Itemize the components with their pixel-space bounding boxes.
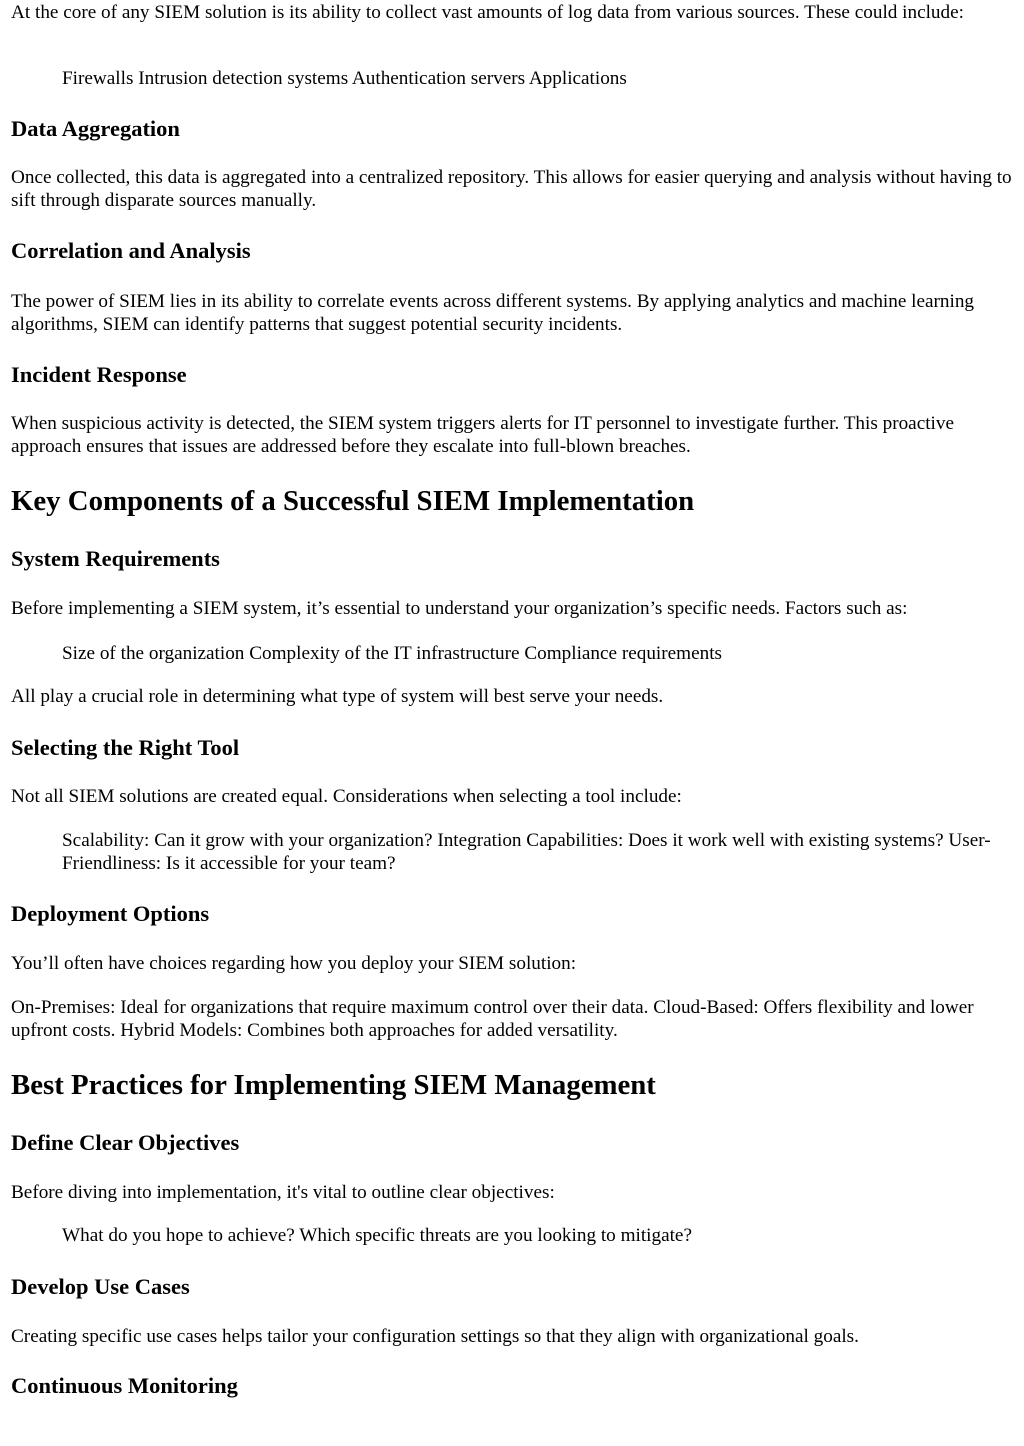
selecting-tool-paragraph: Not all SIEM solutions are created equal. Considerations when selecting a tool include:: [11, 786, 682, 807]
objectives-paragraph: Before diving into implementation, it's vital to outline clear objectives:: [11, 1182, 555, 1203]
deployment-options-paragraph: On-Premises: Ideal for organizations that require maximum control over their data. Cloud-Based: Offers flexibility and lower upfront costs. Hybrid Models: Combines both approaches for added versatility.: [11, 997, 974, 1041]
objectives-heading: Define Clear Objectives: [11, 1130, 240, 1155]
selecting-tool-heading: Selecting the Right Tool: [11, 735, 240, 760]
system-requirements-paragraph: Before implementing a SIEM system, it’s essential to understand your organization’s specific needs. Factors such as:: [11, 598, 908, 619]
use-cases-heading: Develop Use Cases: [11, 1274, 190, 1299]
factors-list: Size of the organization Complexity of the IT infrastructure Compliance requirements: [62, 643, 723, 664]
data-aggregation-paragraph: Once collected, this data is aggregated into a centralized repository. This allows for easier querying and analysis without having to sift through disparate sources manually.: [11, 167, 1012, 211]
best-practices-heading: Best Practices for Implementing SIEM Management: [11, 1069, 656, 1101]
data-aggregation-heading: Data Aggregation: [11, 116, 180, 141]
continuous-monitoring-heading: Continuous Monitoring: [11, 1373, 238, 1398]
intro-paragraph: At the core of any SIEM solution is its ability to collect vast amounts of log data from various sources. These could include:: [11, 2, 964, 23]
incident-response-paragraph: When suspicious activity is detected, the SIEM system triggers alerts for IT personnel to investigate further. This proactive approach ensures that issues are addressed before they escalate into full-blown breaches.: [11, 413, 954, 457]
system-requirements-heading: System Requirements: [11, 546, 220, 571]
system-requirements-closing: All play a crucial role in determining what type of system will best serve your needs.: [11, 686, 664, 707]
correlation-heading: Correlation and Analysis: [11, 238, 251, 263]
considerations-list: Scalability: Can it grow with your organization? Integration Capabilities: Does it work well with existing systems? User-Friendliness: Is it accessible for your team?: [62, 830, 991, 874]
correlation-paragraph: The power of SIEM lies in its ability to correlate events across different systems. By applying analytics and machine learning algorithms, SIEM can identify patterns that suggest potential security incidents.: [11, 291, 975, 335]
use-cases-paragraph: Creating specific use cases helps tailor your configuration settings so that they align with organizational goals.: [11, 1326, 859, 1347]
key-components-heading: Key Components of a Successful SIEM Implementation: [11, 485, 695, 517]
deployment-heading: Deployment Options: [11, 901, 210, 926]
deployment-paragraph: You’ll often have choices regarding how you deploy your SIEM solution:: [11, 953, 577, 974]
log-sources-list: Firewalls Intrusion detection systems Authentication servers Applications: [62, 68, 627, 89]
objectives-questions: What do you hope to achieve? Which specific threats are you looking to mitigate?: [62, 1225, 692, 1246]
incident-response-heading: Incident Response: [11, 362, 187, 387]
